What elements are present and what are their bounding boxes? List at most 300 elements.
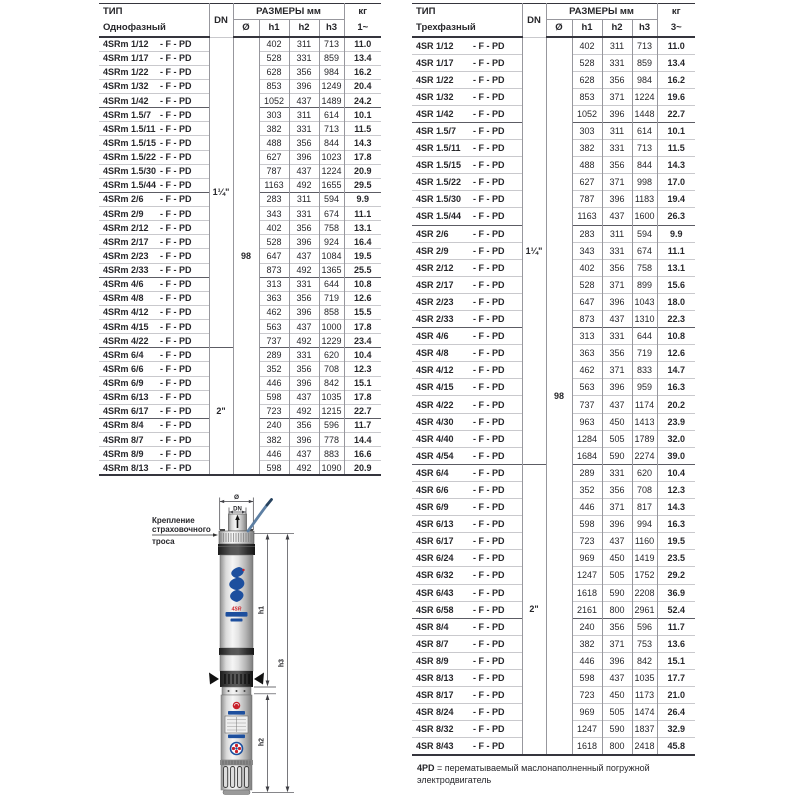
model-cell: 4SR 1/32 - F - PD [412, 88, 522, 105]
h3-cell: 1224 [632, 88, 657, 105]
h1-cell: 969 [572, 704, 602, 721]
table-row [412, 37, 695, 54]
suction-arrow-left [209, 673, 219, 685]
model-cell: 4SRm 1/12 - F - PD [99, 37, 209, 51]
h3-cell: 778 [319, 433, 344, 447]
pump-diagram [120, 490, 330, 800]
model-cell: 4SR 8/4 - F - PD [412, 618, 522, 635]
model-cell: 4SR 4/22 - F - PD [412, 396, 522, 413]
weight-cell: 14.3 [657, 499, 695, 516]
weight-cell: 12.6 [657, 345, 695, 362]
h1-cell: 462 [259, 305, 289, 319]
weight-header: кг [657, 4, 695, 20]
weight-cell: 10.1 [657, 122, 695, 139]
h2-cell: 331 [602, 464, 632, 481]
model-cell: 4SRm 4/8 - F - PD [99, 291, 209, 305]
model-cell: 4SR 2/9 - F - PD [412, 242, 522, 259]
h2-cell: 437 [602, 533, 632, 550]
model-cell: 4SR 2/33 - F - PD [412, 311, 522, 328]
dn-header: DN [209, 4, 233, 38]
h2-cell: 331 [602, 54, 632, 71]
h3-header: h3 [632, 20, 657, 38]
h2-cell: 450 [602, 687, 632, 704]
h1-cell: 853 [259, 79, 289, 93]
model-cell: 4SR 4/30 - F - PD [412, 413, 522, 430]
h2-cell: 311 [289, 37, 319, 51]
h1-cell: 446 [259, 447, 289, 461]
h3-cell: 1489 [319, 94, 344, 108]
h1-cell: 402 [572, 37, 602, 54]
h3-cell: 842 [632, 652, 657, 669]
diameter-cell: 98 [233, 37, 259, 475]
sizes-header: РАЗМЕРЫ мм [546, 4, 657, 20]
model-cell: 4SRm 8/9 - F - PD [99, 447, 209, 461]
h1-cell: 446 [259, 376, 289, 390]
h2-cell: 396 [602, 516, 632, 533]
weight-cell: 22.7 [344, 404, 381, 418]
h2-header: h2 [289, 20, 319, 38]
suction-arrow-right [254, 673, 264, 685]
h1-cell: 402 [572, 259, 602, 276]
h2-cell: 437 [602, 396, 632, 413]
h3-cell: 644 [319, 277, 344, 291]
dn-cell: 1¼" [209, 37, 233, 348]
h2-cell: 331 [289, 348, 319, 362]
h3-cell: 713 [632, 140, 657, 157]
h2-cell: 311 [602, 37, 632, 54]
h3-cell: 1035 [319, 390, 344, 404]
weight-cell: 11.0 [344, 37, 381, 51]
h3-cell: 1043 [632, 293, 657, 310]
weight-cell: 16.3 [657, 516, 695, 533]
weight-cell: 12.6 [344, 291, 381, 305]
h2-cell: 311 [602, 122, 632, 139]
brand-swirl-logo [229, 567, 244, 602]
h1-cell: 528 [259, 235, 289, 249]
h3-cell: 674 [319, 207, 344, 221]
weight-cell: 22.7 [657, 105, 695, 122]
h1-cell: 853 [572, 88, 602, 105]
h2-cell: 356 [602, 618, 632, 635]
h3-cell: 858 [319, 305, 344, 319]
h1-cell: 1247 [572, 721, 602, 738]
h2-cell: 371 [602, 499, 632, 516]
svg-text:Крепление: Крепление [152, 516, 195, 525]
h2-cell: 356 [289, 291, 319, 305]
h3-cell: 1310 [632, 311, 657, 328]
model-cell: 4SR 1.5/11 - F - PD [412, 140, 522, 157]
footnote-term: 4PD [417, 763, 435, 773]
h1-cell: 627 [572, 174, 602, 191]
h1-cell: 787 [572, 191, 602, 208]
model-cell: 4SRm 2/12 - F - PD [99, 221, 209, 235]
h3-cell: 1160 [632, 533, 657, 550]
h1-cell: 647 [259, 249, 289, 263]
h3-cell: 708 [319, 362, 344, 376]
model-cell: 4SRm 1.5/7 - F - PD [99, 108, 209, 122]
h1-header: h1 [572, 20, 602, 38]
h1-cell: 2161 [572, 601, 602, 618]
cable-attachment-label [152, 516, 211, 546]
weight-cell: 11.7 [657, 618, 695, 635]
model-cell: 4SRm 2/9 - F - PD [99, 207, 209, 221]
h3-cell: 1752 [632, 567, 657, 584]
h2-cell: 371 [602, 362, 632, 379]
h1-cell: 598 [259, 461, 289, 475]
h1-cell: 873 [259, 263, 289, 277]
weight-cell: 17.7 [657, 669, 695, 686]
h3-cell: 1837 [632, 721, 657, 738]
h2-cell: 396 [289, 376, 319, 390]
h3-cell: 596 [319, 418, 344, 432]
h3-cell: 1215 [319, 404, 344, 418]
weight-cell: 20.2 [657, 396, 695, 413]
h3-cell: 1023 [319, 150, 344, 164]
h2-cell: 437 [289, 249, 319, 263]
h1-cell: 289 [572, 464, 602, 481]
weight-cell: 29.5 [344, 178, 381, 192]
dn-cell: 1¼" [522, 37, 546, 464]
h3-cell: 713 [632, 37, 657, 54]
model-cell: 4SRm 4/6 - F - PD [99, 277, 209, 291]
weight-cell: 11.7 [344, 418, 381, 432]
h1-cell: 1052 [259, 94, 289, 108]
h1-cell: 343 [572, 242, 602, 259]
model-cell: 4SR 2/12 - F - PD [412, 259, 522, 276]
type-header: ТИП [103, 5, 123, 17]
weight-cell: 52.4 [657, 601, 695, 618]
h3-cell: 1183 [632, 191, 657, 208]
h3-cell: 1174 [632, 396, 657, 413]
h1-cell: 1163 [259, 178, 289, 192]
model-cell: 4SR 1/22 - F - PD [412, 71, 522, 88]
h2-cell: 437 [289, 447, 319, 461]
model-cell: 4SR 8/17 - F - PD [412, 687, 522, 704]
h1-cell: 382 [572, 140, 602, 157]
h2-cell: 311 [289, 192, 319, 206]
weight-cell: 15.6 [657, 276, 695, 293]
model-cell: 4SR 1/17 - F - PD [412, 54, 522, 71]
h2-cell: 437 [602, 311, 632, 328]
weight-cell: 11.0 [657, 37, 695, 54]
model-cell: 4SR 2/6 - F - PD [412, 225, 522, 242]
h3-cell: 994 [632, 516, 657, 533]
diameter-dim-label: Ø [233, 494, 240, 501]
h1-cell: 598 [572, 516, 602, 533]
weight-cell: 13.4 [344, 51, 381, 65]
model-cell: 4SRm 6/9 - F - PD [99, 376, 209, 390]
h2-cell: 590 [602, 584, 632, 601]
h1-cell: 1247 [572, 567, 602, 584]
three-phase-table [412, 3, 695, 756]
weight-cell: 19.5 [657, 533, 695, 550]
h3-cell: 1448 [632, 105, 657, 122]
h3-cell: 644 [632, 328, 657, 345]
single-phase-table [99, 3, 381, 476]
h2-cell: 437 [289, 164, 319, 178]
h2-cell: 505 [602, 430, 632, 447]
model-cell: 4SRm 2/17 - F - PD [99, 235, 209, 249]
h1-cell: 528 [259, 51, 289, 65]
weight-cell: 13.1 [344, 221, 381, 235]
weight-cell: 13.1 [657, 259, 695, 276]
h3-cell: 713 [319, 122, 344, 136]
h2-cell: 396 [602, 191, 632, 208]
model-cell: 4SRm 2/23 - F - PD [99, 249, 209, 263]
h2-cell: 311 [289, 108, 319, 122]
h3-cell: 959 [632, 379, 657, 396]
weight-cell: 11.1 [344, 207, 381, 221]
weight-cell: 16.2 [657, 71, 695, 88]
h1-cell: 283 [259, 192, 289, 206]
h2-cell: 331 [602, 242, 632, 259]
h1-cell: 598 [259, 390, 289, 404]
h2-cell: 492 [289, 461, 319, 475]
h1-cell: 363 [572, 345, 602, 362]
model-cell: 4SR 6/6 - F - PD [412, 481, 522, 498]
h1-cell: 563 [259, 320, 289, 334]
model-cell: 4SRm 1.5/30 - F - PD [99, 164, 209, 178]
h2-cell: 396 [289, 150, 319, 164]
h1-cell: 873 [572, 311, 602, 328]
model-cell: 4SRm 1/22 - F - PD [99, 65, 209, 79]
model-cell: 4SR 6/32 - F - PD [412, 567, 522, 584]
weight-cell: 10.8 [657, 328, 695, 345]
h1-cell: 1284 [572, 430, 602, 447]
model-cell: 4SR 6/24 - F - PD [412, 550, 522, 567]
h1-dim-label: h1 [258, 605, 266, 615]
model-cell: 4SR 4/8 - F - PD [412, 345, 522, 362]
h1-cell: 737 [572, 396, 602, 413]
h2-cell: 492 [289, 263, 319, 277]
h1-cell: 563 [572, 379, 602, 396]
h1-cell: 488 [572, 157, 602, 174]
h2-cell: 331 [289, 207, 319, 221]
h1-cell: 488 [259, 136, 289, 150]
motor-red-logo [233, 702, 241, 710]
model-cell: 4SR 6/9 - F - PD [412, 499, 522, 516]
h2-cell: 396 [289, 79, 319, 93]
h2-cell: 800 [602, 738, 632, 755]
model-cell: 4SR 4/54 - F - PD [412, 447, 522, 464]
weight-cell: 14.3 [657, 157, 695, 174]
model-cell: 4SRm 4/12 - F - PD [99, 305, 209, 319]
weight-cell: 26.4 [657, 704, 695, 721]
h3-cell: 2961 [632, 601, 657, 618]
model-cell: 4SRm 1/32 - F - PD [99, 79, 209, 93]
model-cell: 4SRm 6/6 - F - PD [99, 362, 209, 376]
h2-cell: 396 [289, 433, 319, 447]
h2-cell: 356 [289, 362, 319, 376]
h3-cell: 899 [632, 276, 657, 293]
model-cell: 4SRm 1.5/44 - F - PD [99, 178, 209, 192]
h2-cell: 396 [602, 379, 632, 396]
model-cell: 4SR 6/43 - F - PD [412, 584, 522, 601]
h3-cell: 1084 [319, 249, 344, 263]
model-cell: 4SR 8/13 - F - PD [412, 669, 522, 686]
weight-cell: 14.3 [344, 136, 381, 150]
model-cell: 4SR 4/15 - F - PD [412, 379, 522, 396]
svg-text:троса: троса [152, 537, 175, 546]
h2-cell: 356 [289, 65, 319, 79]
h1-cell: 289 [259, 348, 289, 362]
h3-cell: 1173 [632, 687, 657, 704]
h3-cell: 998 [632, 174, 657, 191]
weight-cell: 12.3 [657, 481, 695, 498]
model-cell: 4SRm 8/4 - F - PD [99, 418, 209, 432]
h3-cell: 1035 [632, 669, 657, 686]
weight-cell: 9.9 [657, 225, 695, 242]
h1-cell: 528 [572, 54, 602, 71]
weight-cell: 15.5 [344, 305, 381, 319]
h1-cell: 352 [572, 481, 602, 498]
height-dimensions [252, 533, 294, 792]
weight-cell: 10.4 [344, 348, 381, 362]
h2-cell: 371 [602, 635, 632, 652]
h1-cell: 240 [259, 418, 289, 432]
h2-cell: 437 [602, 669, 632, 686]
h3-cell: 620 [632, 464, 657, 481]
weight-cell: 11.1 [657, 242, 695, 259]
weight-cell: 23.4 [344, 334, 381, 348]
h3-cell: 1249 [319, 79, 344, 93]
weight-cell: 16.3 [657, 379, 695, 396]
weight-cell: 25.5 [344, 263, 381, 277]
h1-cell: 723 [259, 404, 289, 418]
model-cell: 4SR 1/12 - F - PD [412, 37, 522, 54]
h1-cell: 313 [259, 277, 289, 291]
h3-cell: 1655 [319, 178, 344, 192]
h1-cell: 352 [259, 362, 289, 376]
model-cell: 4SR 4/40 - F - PD [412, 430, 522, 447]
model-cell: 4SR 1.5/44 - F - PD [412, 208, 522, 225]
h2-cell: 505 [602, 704, 632, 721]
model-cell: 4SRm 1/42 - F - PD [99, 94, 209, 108]
h1-cell: 240 [572, 618, 602, 635]
model-cell: 4SRm 1.5/15 - F - PD [99, 136, 209, 150]
three-phase-table-body [412, 37, 695, 755]
h1-header: h1 [259, 20, 289, 38]
h3-cell: 2418 [632, 738, 657, 755]
h3-cell: 674 [632, 242, 657, 259]
weight-cell: 17.8 [344, 150, 381, 164]
model-cell: 4SR 4/12 - F - PD [412, 362, 522, 379]
h3-cell: 1413 [632, 413, 657, 430]
h3-cell: 713 [319, 37, 344, 51]
h3-cell: 2274 [632, 447, 657, 464]
footnote [417, 762, 657, 786]
h1-cell: 462 [572, 362, 602, 379]
model-cell: 4SR 8/32 - F - PD [412, 721, 522, 738]
diameter-cell: 98 [546, 37, 572, 755]
h2-cell: 371 [602, 276, 632, 293]
model-cell: 4SRm 2/33 - F - PD [99, 263, 209, 277]
weight-cell: 11.5 [657, 140, 695, 157]
h2-cell: 331 [602, 328, 632, 345]
h2-cell: 356 [289, 221, 319, 235]
sizes-header: РАЗМЕРЫ мм [233, 4, 344, 20]
h1-cell: 598 [572, 669, 602, 686]
model-cell: 4SR 4/6 - F - PD [412, 328, 522, 345]
h1-cell: 402 [259, 37, 289, 51]
h2-cell: 371 [602, 174, 632, 191]
h3-cell: 719 [632, 345, 657, 362]
dn-dim-label: DN [233, 506, 242, 513]
weight-cell: 21.0 [657, 687, 695, 704]
h1-cell: 628 [259, 65, 289, 79]
weight-cell: 26.3 [657, 208, 695, 225]
diameter-header: Ø [546, 20, 572, 38]
dn-cell: 2" [522, 464, 546, 755]
series-label: 4SR [231, 606, 242, 613]
h2-cell: 492 [289, 334, 319, 348]
h3-cell: 596 [632, 618, 657, 635]
model-cell: 4SR 8/43 - F - PD [412, 738, 522, 755]
h3-cell: 1600 [632, 208, 657, 225]
weight-cell: 22.3 [657, 311, 695, 328]
h2-cell: 590 [602, 721, 632, 738]
model-cell: 4SRm 8/13 - F - PD [99, 461, 209, 475]
h2-cell: 331 [289, 51, 319, 65]
h2-cell: 492 [289, 178, 319, 192]
h2-dim-label: h2 [258, 737, 266, 747]
h3-cell: 594 [632, 225, 657, 242]
model-cell: 4SR 8/7 - F - PD [412, 635, 522, 652]
weight-cell: 19.6 [657, 88, 695, 105]
h1-cell: 1618 [572, 584, 602, 601]
h1-cell: 723 [572, 533, 602, 550]
h3-cell: 844 [632, 157, 657, 174]
diameter-header: Ø [233, 20, 259, 38]
h2-cell: 396 [289, 305, 319, 319]
dn-cell: 2" [209, 348, 233, 475]
h1-cell: 382 [259, 122, 289, 136]
weight-cell: 20.9 [344, 461, 381, 475]
h3-cell: 594 [319, 192, 344, 206]
model-cell: 4SRm 1/17 - F - PD [99, 51, 209, 65]
weight-cell: 11.5 [344, 122, 381, 136]
h2-cell: 356 [602, 481, 632, 498]
weight-cell: 16.4 [344, 235, 381, 249]
weight-cell: 12.3 [344, 362, 381, 376]
h1-cell: 313 [572, 328, 602, 345]
h2-cell: 356 [602, 71, 632, 88]
phase-symbol-header: 1~ [344, 20, 381, 38]
weight-cell: 36.9 [657, 584, 695, 601]
weight-cell: 23.5 [657, 550, 695, 567]
h3-cell: 614 [319, 108, 344, 122]
h1-cell: 363 [259, 291, 289, 305]
svg-text:страховочного: страховочного [152, 525, 211, 534]
h1-cell: 963 [572, 413, 602, 430]
h2-cell: 800 [602, 601, 632, 618]
table-row [99, 37, 381, 51]
h3-cell: 753 [632, 635, 657, 652]
h1-cell: 723 [572, 687, 602, 704]
h3-cell: 1229 [319, 334, 344, 348]
h1-cell: 969 [572, 550, 602, 567]
h1-cell: 446 [572, 499, 602, 516]
h3-cell: 1419 [632, 550, 657, 567]
h3-cell: 1000 [319, 320, 344, 334]
weight-cell: 29.2 [657, 567, 695, 584]
h2-cell: 311 [602, 225, 632, 242]
model-cell: 4SR 1.5/7 - F - PD [412, 122, 522, 139]
model-cell: 4SRm 1.5/22 - F - PD [99, 150, 209, 164]
h2-cell: 396 [602, 652, 632, 669]
model-cell: 4SR 8/24 - F - PD [412, 704, 522, 721]
weight-cell: 15.1 [344, 376, 381, 390]
